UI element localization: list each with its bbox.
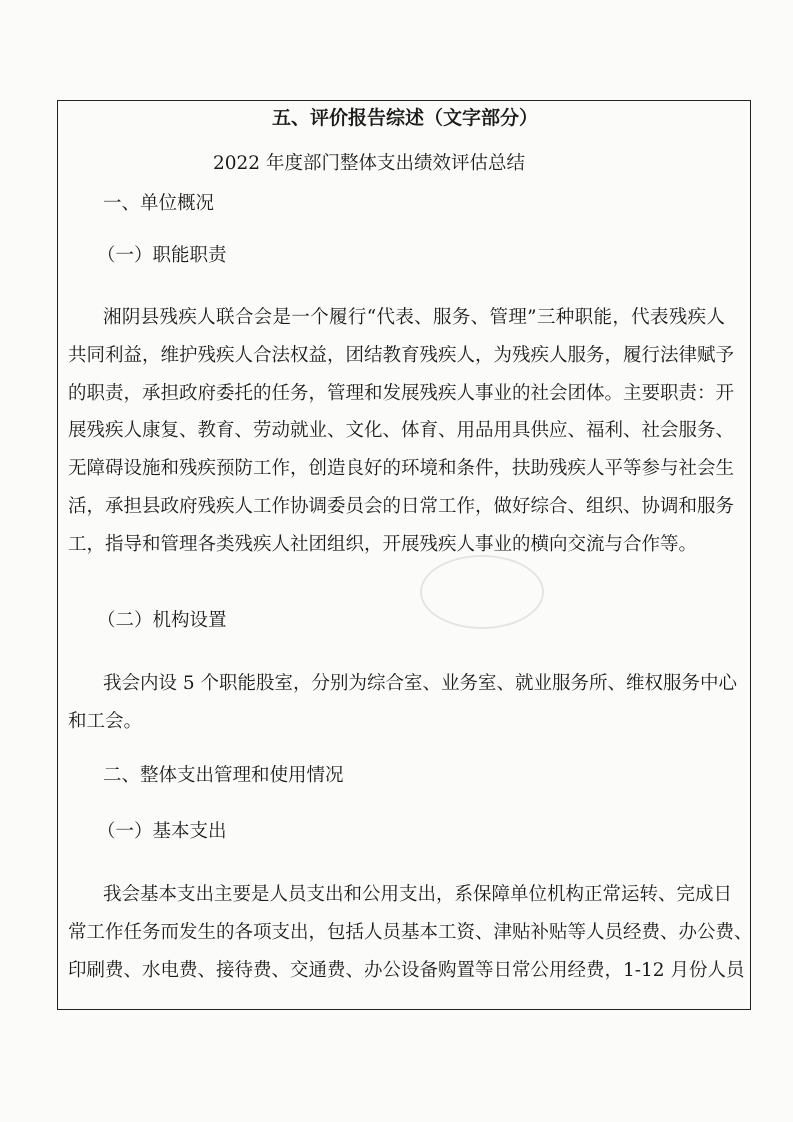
- heading-unit-overview: 一、单位概况: [103, 193, 215, 214]
- paragraph-line: 我会内设 5 个职能股室，分别为综合室、业务室、就业服务所、维权服务中心: [103, 673, 738, 694]
- paragraph-line: 无障碍设施和残疾预防工作，创造良好的环境和条件，扶助残疾人平等参与社会生: [68, 458, 735, 480]
- paragraph-line: 共同利益，维护残疾人合法权益，团结教育残疾人，为残疾人服务，履行法律赋予: [68, 344, 735, 366]
- paragraph-line: 活，承担县政府残疾人工作协调委员会的日常工作，做好综合、组织、协调和服务: [68, 496, 735, 517]
- heading-expenditure: 二、整体支出管理和使用情况: [103, 765, 344, 786]
- subheading-basic-expenditure: （一）基本支出: [97, 821, 227, 842]
- paragraph-line: 我会基本支出主要是人员支出和公用支出，系保障单位机构正常运转、完成日: [103, 884, 733, 905]
- paragraph-line: 常工作任务而发生的各项支出，包括人员基本工资、津贴补贴等人员经费、办公费、: [68, 921, 753, 943]
- paragraph-line: 湘阴县残疾人联合会是一个履行“代表、服务、管理”三种职能，代表残疾人: [103, 307, 725, 328]
- subheading-organization: （二）机构设置: [97, 610, 227, 631]
- paragraph-line: 和工会。: [68, 710, 143, 732]
- report-title: 2022 年度部门整体支出绩效评估总结: [213, 153, 525, 174]
- section-title: 五、评价报告综述（文字部分）: [272, 107, 539, 129]
- faint-seal-impression: [420, 555, 544, 629]
- report-frame: [57, 100, 751, 1010]
- subheading-functions: （一）职能职责: [97, 245, 227, 266]
- paragraph-line: 印刷费、水电费、接待费、交通费、办公设备购置等日常公用经费，1-12 月份人员: [68, 959, 745, 981]
- paragraph-line: 的职责，承担政府委托的任务，管理和发展残疾人事业的社会团体。主要职责：开: [68, 382, 735, 404]
- paragraph-line: 展残疾人康复、教育、劳动就业、文化、体育、用品用具供应、福利、社会服务、: [68, 420, 735, 442]
- paragraph-line: 工，指导和管理各类残疾人社团组织，开展残疾人事业的横向交流与合作等。: [68, 533, 698, 555]
